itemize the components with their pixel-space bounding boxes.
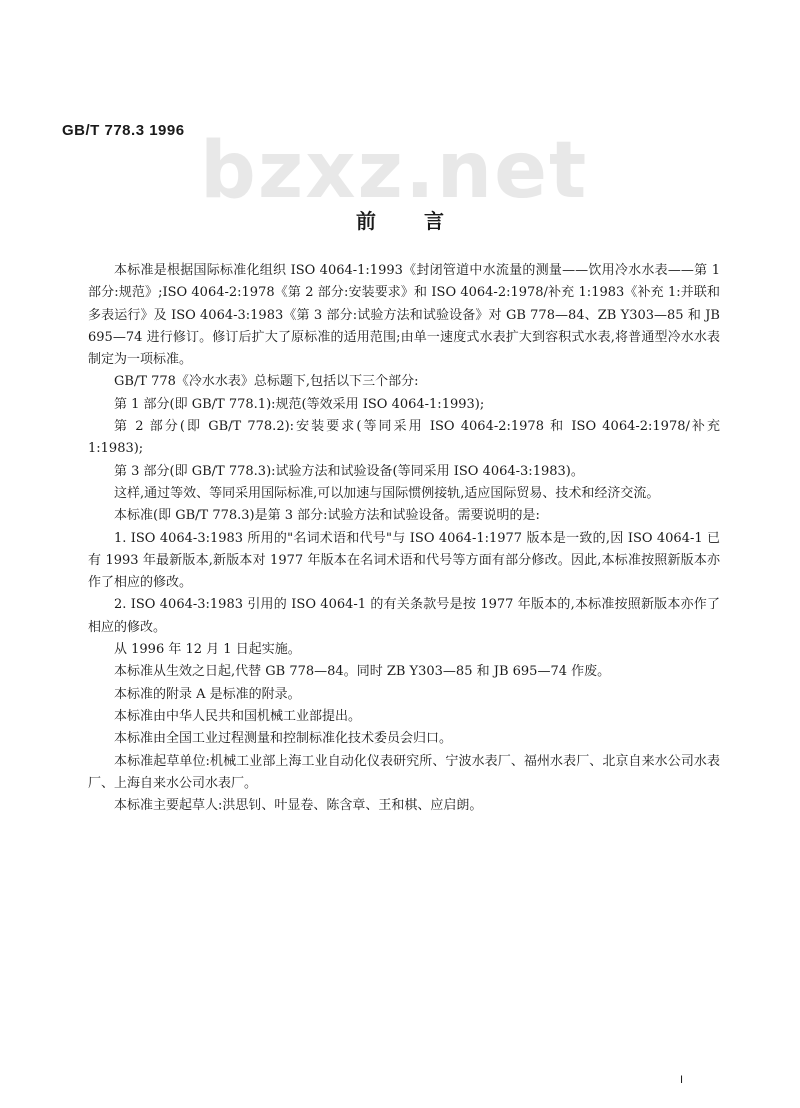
paragraph-part-3: 第 3 部分(即 GB/T 778.3):试验方法和试验设备(等同采用 ISO 4064-3:1983)。 [114, 463, 584, 479]
site-watermark: bzxz.net [200, 126, 589, 216]
paragraph-committee: 本标准由全国工业过程测量和控制标准化技术委员会归口。 [114, 731, 453, 747]
paragraph-drafters: 本标准主要起草人:洪思钊、叶显卷、陈含章、王和棋、应启朗。 [114, 798, 483, 814]
paragraph-effective-date: 从 1996 年 12 月 1 日起实施。 [114, 642, 301, 658]
paragraph-appendix: 本标准的附录 A 是标准的附录。 [114, 686, 301, 702]
paragraph-note-1: 1. ISO 4064-3:1983 所用的"名词术语和代号"与 ISO 4064-1:1977 版本是一致的,因 ISO 4064-1 已有 1993 年最新版本,新版本对 1977 年版本在名词术语和代号等方面有部分修改。因此,本标准按照新版本亦作了相应的修改。 [88, 530, 720, 591]
paragraph-replacement: 本标准从生效之日起,代替 GB 778—84。同时 ZB Y303—85 和 JB 695—74 作废。 [114, 664, 611, 680]
paragraph-part-2: 第 2 部分(即 GB/T 778.2):安装要求(等同采用 ISO 4064-2:1978 和 ISO 4064-2:1978/补充 1:1983); [88, 419, 720, 457]
section-heading: 前言 [356, 209, 492, 233]
foreword-body [88, 260, 720, 817]
paragraph-parts-overview: GB/T 778《冷水水表》总标题下,包括以下三个部分: [114, 374, 419, 390]
paragraph-intro: 本标准是根据国际标准化组织 ISO 4064-1:1993《封闭管道中水流量的测量——饮用冷水水表——第 1 部分:规范》;ISO 4064-2:1978《第 2 部分:安装要求》和 ISO 4064-2:1978/补充 1:1983《补充 1:并联和多表运行》及 ISO 4064-3:1983《第 3 部分:试验方法和试验设备》对 GB 778—84、ZB Y303—85 和 JB 695—74 进行修订。修订后扩大了原标准的适用范围;由单一速度式水表扩大到容积式水表,将普通型冷水水表制定为一项标准。 [88, 263, 720, 368]
paragraph-proposer: 本标准由中华人民共和国机械工业部提出。 [114, 708, 362, 724]
document-id: GB/T 778.3 1996 [62, 122, 185, 139]
page-number: I [680, 1074, 684, 1086]
paragraph-notes-intro: 本标准(即 GB/T 778.3)是第 3 部分:试验方法和试验设备。需要说明的是: [114, 508, 540, 524]
paragraph-adoption: 这样,通过等效、等同采用国际标准,可以加速与国际惯例接轨,适应国际贸易、技术和经济交流。 [114, 485, 660, 501]
paragraph-drafting-units: 本标准起草单位:机械工业部上海工业自动化仪表研究所、宁波水表厂、福州水表厂、北京自来水公司水表厂、上海自来水公司水表厂。 [88, 753, 720, 791]
paragraph-note-2: 2. ISO 4064-3:1983 引用的 ISO 4064-1 的有关条款号是按 1977 年版本的,本标准按照新版本亦作了相应的修改。 [88, 597, 720, 635]
paragraph-part-1: 第 1 部分(即 GB/T 778.1):规范(等效采用 ISO 4064-1:1993); [114, 396, 485, 412]
